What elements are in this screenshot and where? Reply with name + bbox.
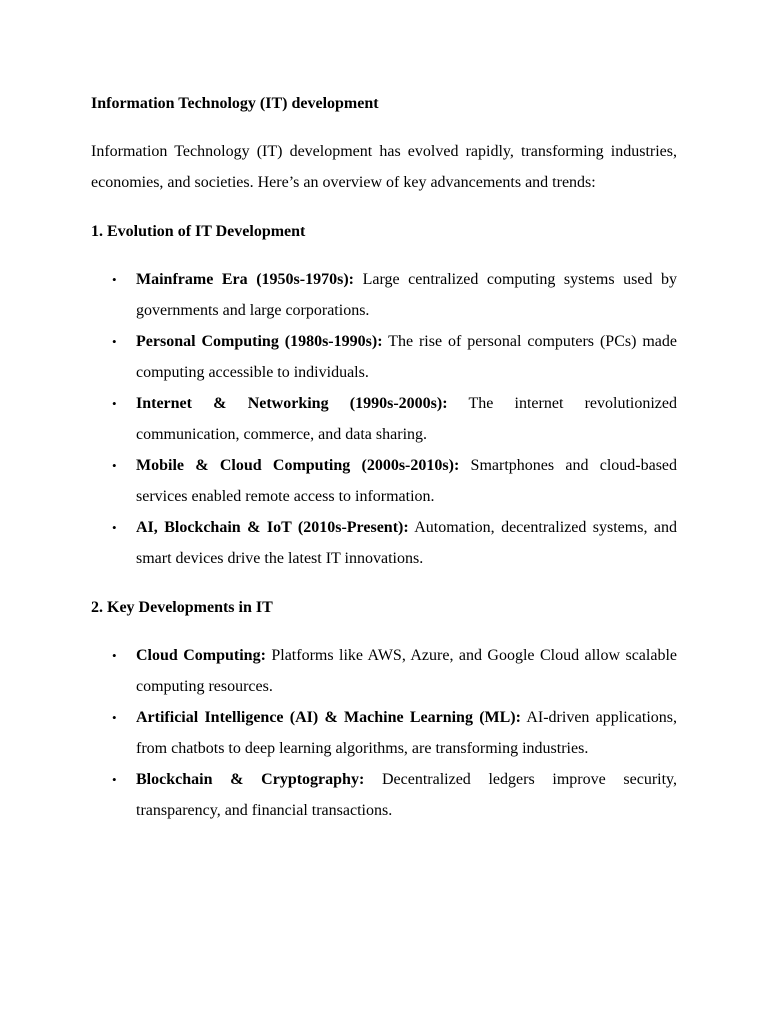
document-page: [91, 91, 677, 845]
item-term: Personal Computing (1980s-1990s):: [136, 333, 383, 350]
list-item: [91, 264, 677, 326]
item-text: Decentralized ledgers improve security, transparency, and financial transactions.: [136, 771, 677, 819]
section-heading-evolution: 1. Evolution of IT Development: [91, 223, 306, 240]
item-term: Mobile & Cloud Computing (2000s-2010s):: [136, 457, 460, 474]
item-text: The internet revolutionized communication, commerce, and data sharing.: [136, 395, 677, 443]
evolution-list: [91, 264, 677, 574]
list-item: [91, 326, 677, 388]
key-developments-list: [91, 640, 677, 826]
item-text: Smartphones and cloud-based services enabled remote access to information.: [136, 457, 678, 505]
bullet-icon: •: [112, 458, 117, 473]
list-item: [91, 764, 677, 826]
item-text: AI-driven applications, from chatbots to deep learning algorithms, are transforming industries.: [136, 709, 677, 757]
list-item: [91, 388, 677, 450]
document-title: Information Technology (IT) development: [91, 95, 379, 112]
item-text: Automation, decentralized systems, and smart devices drive the latest IT innovations.: [136, 519, 677, 567]
item-text: Large centralized computing systems used by governments and large corporations.: [136, 271, 678, 319]
bullet-icon: •: [112, 710, 117, 725]
item-term: Blockchain & Cryptography:: [136, 771, 365, 788]
list-item: [91, 640, 677, 702]
item-term: Cloud Computing:: [136, 647, 266, 664]
bullet-icon: •: [112, 272, 117, 287]
item-term: AI, Blockchain & IoT (2010s-Present):: [136, 519, 409, 536]
item-text: The rise of personal computers (PCs) made computing accessible to individuals.: [136, 333, 677, 381]
intro-paragraph: Information Technology (IT) development has evolved rapidly, transforming industries, economies, and societies. Here’s an overview of key advancements and trends:: [91, 143, 677, 191]
bullet-icon: •: [112, 334, 117, 349]
list-item: [91, 702, 677, 764]
section-heading-key-developments: 2. Key Developments in IT: [91, 599, 273, 616]
bullet-icon: •: [112, 772, 117, 787]
item-term: Artificial Intelligence (AI) & Machine Learning (ML):: [136, 709, 521, 726]
item-text: Platforms like AWS, Azure, and Google Cloud allow scalable computing resources.: [136, 647, 678, 695]
list-item: [91, 512, 677, 574]
item-term: Internet & Networking (1990s-2000s):: [136, 395, 448, 412]
bullet-icon: •: [112, 648, 117, 663]
bullet-icon: •: [112, 396, 117, 411]
bullet-icon: •: [112, 520, 117, 535]
list-item: [91, 450, 677, 512]
item-term: Mainframe Era (1950s-1970s):: [136, 271, 354, 288]
